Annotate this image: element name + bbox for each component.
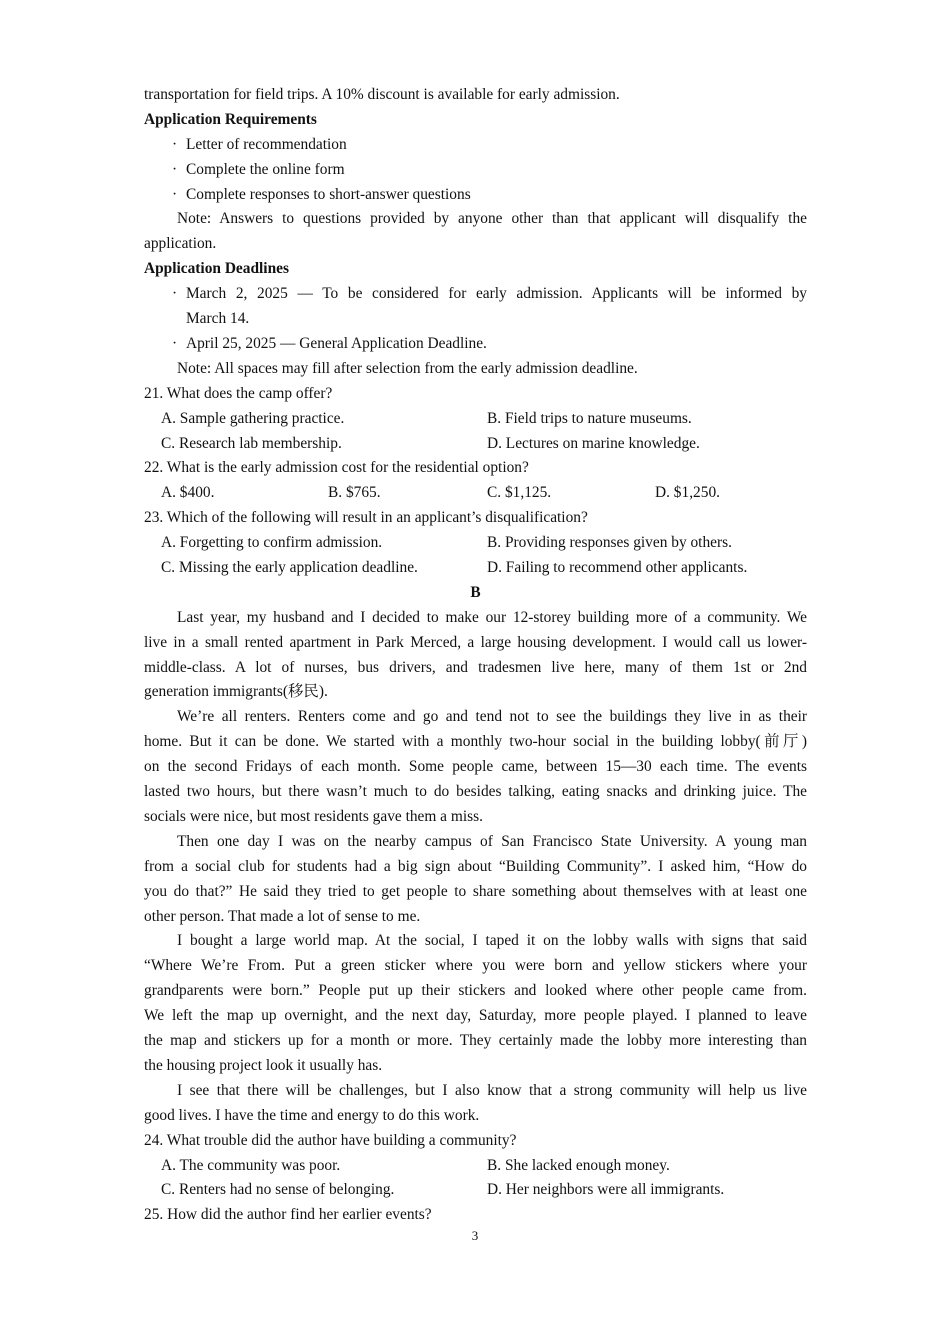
option-21-a: A. Sample gathering practice. [161, 410, 345, 427]
option-22-c: C. $1,125. [487, 484, 552, 501]
question-23: 23. Which of the following will result in an applicant’s disqualification? [144, 509, 588, 526]
page-number: 3 [471, 1228, 479, 1243]
option-24-c: C. Renters had no sense of belonging. [161, 1181, 395, 1198]
option-22-a: A. $400. [161, 484, 215, 501]
option-24-b: B. She lacked enough money. [487, 1157, 670, 1174]
question-25: 25. How did the author find her earlier events? [144, 1206, 432, 1223]
passage-line: middle-class. A lot of nurses, bus drivers, and tradesmen live here, many of them 1st or 2nd [144, 659, 807, 676]
passage-line: I bought a large world map. At the social, I taped it on the lobby walls with signs that said [177, 932, 807, 949]
deadlines-note: Note: All spaces may fill after selection from the early admission deadline. [177, 360, 638, 377]
passage-line: on the second Fridays of each month. Some people came, between 15—30 each time. The events [144, 758, 807, 775]
deadline-item-1: March 2, 2025 — To be considered for early admission. Applicants will be informed by [186, 285, 807, 302]
requirements-note-cont: application. [144, 235, 217, 252]
passage-line: lasted two hours, but there wasn’t much to do besides talking, eating snacks and drinking juice. The [144, 783, 807, 800]
bullet-icon: · [172, 335, 178, 352]
passage-line: from a social club for students had a big sign about “Building Community”. I asked him, “How do [144, 858, 807, 875]
option-24-a: A. The community was poor. [161, 1157, 341, 1174]
passage-line: other person. That made a lot of sense to me. [144, 908, 421, 925]
bullet-icon: · [172, 161, 178, 178]
option-21-d: D. Lectures on marine knowledge. [487, 435, 700, 452]
deadline-item-1-cont: March 14. [186, 310, 250, 327]
bullet-icon: · [172, 136, 178, 153]
passage-line: good lives. I have the time and energy to do this work. [144, 1107, 480, 1124]
passage-line: We’re all renters. Renters come and go and tend not to see the buildings they live in as their [177, 708, 807, 725]
passage-line: generation immigrants(移民). [144, 683, 328, 700]
passage-line: grandparents were born.” People put up their stickers and looked where other people came from. [144, 982, 807, 999]
bullet-icon: · [172, 285, 178, 302]
passage-line: “Where We’re From. Put a green sticker where you were born and yellow stickers where your [144, 957, 807, 974]
passage-line: We left the map up overnight, and the next day, Saturday, more people played. I planned to leave [144, 1007, 807, 1024]
bullet-icon: · [172, 186, 178, 203]
question-21: 21. What does the camp offer? [144, 385, 333, 402]
option-22-d: D. $1,250. [655, 484, 720, 501]
deadlines-heading: Application Deadlines [144, 260, 289, 277]
option-23-c: C. Missing the early application deadline. [161, 559, 418, 576]
option-23-d: D. Failing to recommend other applicants. [487, 559, 748, 576]
question-24: 24. What trouble did the author have building a community? [144, 1132, 517, 1149]
requirements-heading: Application Requirements [144, 111, 317, 128]
requirement-item: Letter of recommendation [186, 136, 347, 153]
passage-line: the housing project look it usually has. [144, 1057, 383, 1074]
passage-line: I see that there will be challenges, but I also know that a strong community will help us live [177, 1082, 807, 1099]
option-23-a: A. Forgetting to confirm admission. [161, 534, 383, 551]
passage-line: home. But it can be done. We started with a monthly two-hour social in the building lobby(前厅) [144, 733, 807, 750]
option-22-b: B. $765. [328, 484, 381, 501]
requirement-item: Complete responses to short-answer questions [186, 186, 471, 203]
deadline-item-2: April 25, 2025 — General Application Deadline. [186, 335, 487, 352]
passage-line: socials were nice, but most residents gave them a miss. [144, 808, 483, 825]
section-b-heading: B [470, 584, 481, 601]
requirement-item: Complete the online form [186, 161, 345, 178]
option-21-c: C. Research lab membership. [161, 435, 342, 452]
passage-line: Last year, my husband and I decided to make our 12-storey building more of a community. We [177, 609, 807, 626]
passage-line: you do that?” He said they tried to get people to share something about themselves with at least one [144, 883, 807, 900]
passage-line: Then one day I was on the nearby campus of San Francisco State University. A young man [177, 833, 807, 850]
passage-line: live in a small rented apartment in Park Merced, a large housing development. I would call us lower- [144, 634, 807, 651]
intro-line: transportation for field trips. A 10% discount is available for early admission. [144, 86, 620, 103]
question-22: 22. What is the early admission cost for the residential option? [144, 459, 529, 476]
requirements-note: Note: Answers to questions provided by anyone other than that applicant will disqualify the [177, 210, 807, 227]
option-21-b: B. Field trips to nature museums. [487, 410, 692, 427]
option-24-d: D. Her neighbors were all immigrants. [487, 1181, 725, 1198]
option-23-b: B. Providing responses given by others. [487, 534, 732, 551]
passage-line: the map and stickers up for a month or more. They certainly made the lobby more interesting than [144, 1032, 807, 1049]
